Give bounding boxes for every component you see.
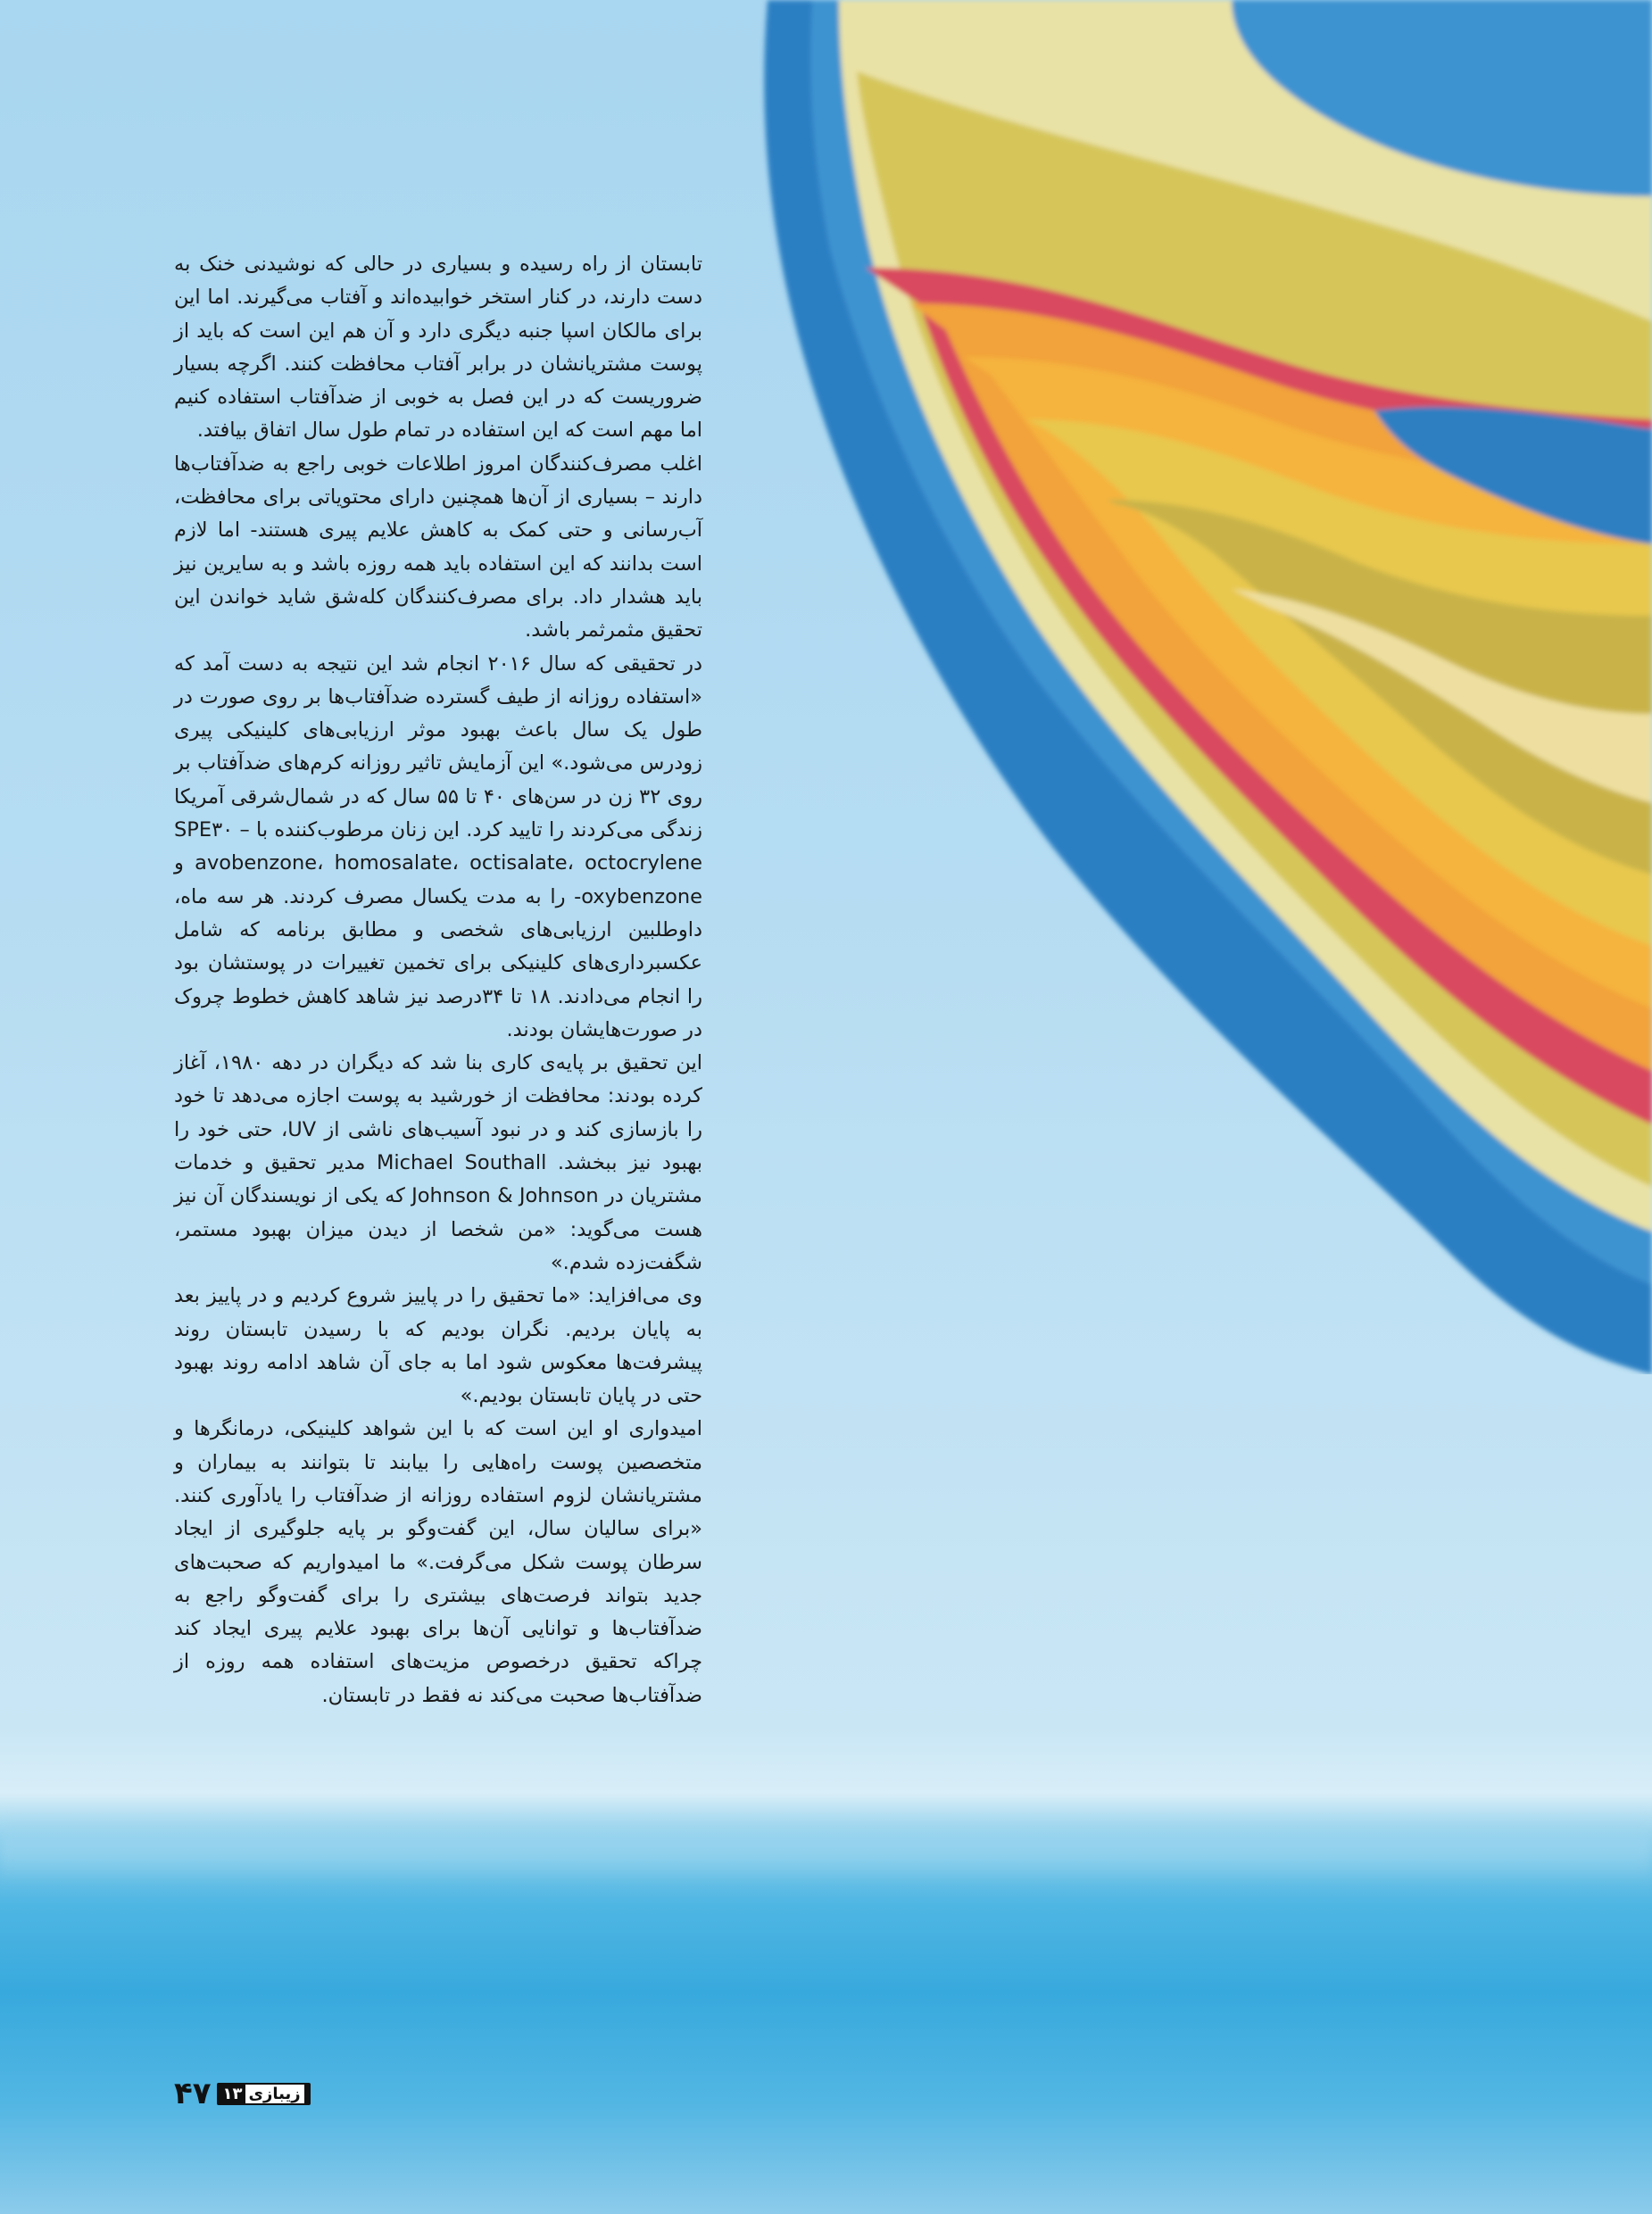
- page-footer: [174, 2075, 311, 2112]
- horizon-haze: [0, 1812, 1652, 1883]
- article-body: [174, 248, 702, 1712]
- paragraph: تابستان از راه رسیده و بسیاری در حالی که نوشیدنی خنک به دست دارند، در کنار استخر خوابیده‌اند و آفتاب می‌گیرند. اما این برای مالکان اسپا جنبه دیگری دارد و آن هم این است که باید از پوست مشتریانشان در برابر آفتاب محافظت کنند. اگرچه بسیار ضروریست که در این فصل به خوبی از ضدآفتاب استفاده کنیم اما مهم است که این استفاده در تمام طول سال اتفاق بیافتد.: [174, 253, 702, 443]
- striped-sun-hat-icon: [732, 0, 1652, 1374]
- paragraph: این تحقیق بر پایه‌ی کاری بنا شد که دیگران در دهه ۱۹۸۰، آغاز کرده بودند: محافظت از خورشید به پوست اجازه می‌دهد تا خود را بازسازی کند و در نبود آسیب‌های ناشی از UV، حتی خود را بهبود نیز ببخشد. Michael Southall مدیر تحقیق و خدمات مشتریان در Johnson & Johnson که یکی از نویسندگان آن نیز هست می‌گوید: «من شخصا از دیدن میزان بهبود مستمر، شگفت‌زده شدم.»: [174, 1051, 703, 1274]
- paragraph: در تحقیقی که سال ۲۰۱۶ انجام شد این نتیجه به دست آمد که «استفاده روزانه از طیف گسترده ضدآفتاب‌ها بر روی صورت در طول یک سال باعث بهبود موثر ارزیابی‌های کلینیکی پیری زودرس می‌شود.» این آزمایش تاثیر روزانه کرم‌های ضدآفتاب بر روی ۳۲ زن در سن‌های ۴۰ تا ۵۵ سال که در شمال‌شرقی آمریکا زندگی می‌کردند را تایید کرد. این زنان مرطوب‌کننده با SPE۳۰ – avobenzone، homosalate، octisalate، octocrylene و oxybenzone- را به مدت یکسال مصرف کردند. هر سه ماه، داوطلبین ارزیابی‌های شخصی و مطابق برنامه که شامل عکسبرداری‌های کلینیکی برای تخمین تغییرات در پوستشان بود را انجام می‌دادند. ۱۸ تا ۳۴درصد نیز شاهد کاهش خطوط چروک در صورت‌هایشان بودند.: [174, 651, 703, 1041]
- issue-number: ۱۳: [222, 2084, 243, 2103]
- paragraph: امیدواری او این است که با این شواهد کلینیکی، درمانگرها و متخصصین پوست راه‌هایی را بیابند تا بتوانند به بیماران و مشتریانشان لزوم استفاده روزانه از ضدآفتاب را یادآوری کنند. «برای سالیان سال، این گفت‌وگو بر پایه جلوگیری از ایجاد سرطان پوست شکل می‌گرفت.» ما امیدواریم که صحبت‌های جدید بتواند فرصت‌های بیشتری را برای گفت‌وگو راجع به ضدآفتاب‌ها و توانایی آن‌ها برای بهبود علایم پیری ایجاد کند چراکه تحقیق درخصوص مزیت‌های استفاده همه روزه از ضدآفتاب‌ها صحبت می‌کند نه فقط در تابستان.: [174, 1417, 702, 1707]
- paragraph: اغلب مصرف‌کنندگان امروز اطلاعات خوبی راجع به ضدآفتاب‌ها دارند – بسیاری از آن‌ها همچنین دارای محتویاتی برای محافظت، آب‌رسانی و حتی کمک به کاهش علایم پیری هستند- اما لازم است بدانند که این استفاده باید همه روزه باشد و به سایرین نیز باید هشدار داد. برای مصرف‌کنندگان کله‌شق شاید خواندن این تحقیق مثمرثمر باشد.: [174, 452, 702, 643]
- paragraph: وی می‌افزاید: «ما تحقیق را در پاییز شروع کردیم و در پاییز بعد به پایان بردیم. نگران بودیم که با رسیدن تابستان روند پیشرفت‌ها معکوس شود اما به جای آن شاهد ادامه روند بهبود حتی در پایان تابستان بودیم.»: [174, 1284, 702, 1408]
- page-number: ۴۷: [174, 2076, 212, 2111]
- magazine-name: زیبازی: [245, 2085, 304, 2103]
- magazine-badge: [217, 2083, 311, 2105]
